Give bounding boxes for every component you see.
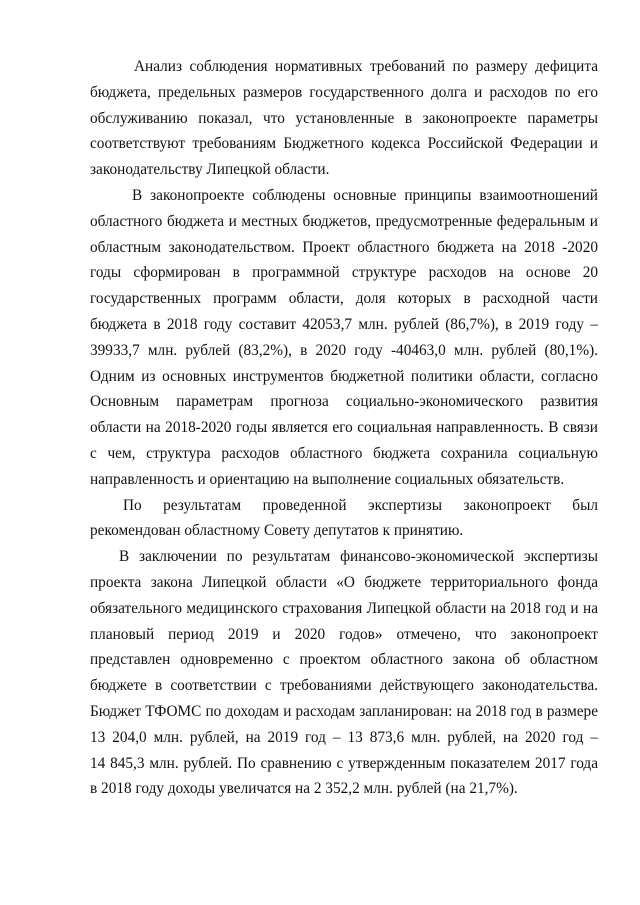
paragraph-tfoms-conclusion <box>90 544 598 802</box>
text-line: 13 204,0 млн. рублей, на 2019 год – 13 873,6 млн. рублей, на 2020 год – <box>90 728 598 746</box>
text-line: В заключении по результатам финансово-экономической экспертизы <box>119 548 598 566</box>
text-line: областного бюджета и местных бюджетов, предусмотренные федеральным и <box>90 212 598 230</box>
text-line: с чем, структура расходов областного бюджета сохранила социальную <box>90 444 598 462</box>
text-line: Основным параметрам прогноза социально-экономического развития <box>90 393 598 411</box>
text-line: области на 2018-2020 годы является его социальная направленность. В связи <box>90 419 598 437</box>
paragraph-expertise-result <box>90 493 598 545</box>
text-line: Анализ соблюдения нормативных требований по размеру дефицита <box>134 58 598 75</box>
text-line: бюджета в 2018 году составит 42053,7 млн. рублей (86,7%), в 2019 году – <box>90 315 598 333</box>
text-line: В законопроекте соблюдены основные принципы взаимоотношений <box>132 186 598 204</box>
text-line: 14 845,3 млн. рублей. По сравнению с утвержденным показателем 2017 года <box>90 754 598 772</box>
text-line: Бюджет ТФОМС по доходам и расходам запланирован: на 2018 год в размере <box>90 702 598 720</box>
text-line: представлен одновременно с проектом областного закона об областном <box>90 651 598 669</box>
text-line: 39933,7 млн. рублей (83,2%), в 2020 году -40463,0 млн. рублей (80,1%). <box>90 341 598 359</box>
text-line: обслуживанию показал, что установленные в законопроекте параметры <box>90 109 598 127</box>
text-line: плановый период 2019 и 2020 годов» отмечено, что законопроект <box>90 625 598 643</box>
text-line: областным законодательством. Проект областного бюджета на 2018 -2020 <box>90 238 598 256</box>
text-line: годы сформирован в программной структуре расходов на основе 20 <box>90 264 598 282</box>
text-line: обязательного медицинского страхования Липецкой области на 2018 год и на <box>90 599 598 617</box>
text-line: бюджета, предельных размеров государственного долга и расходов по его <box>90 83 598 101</box>
text-line: законодательству Липецкой области. <box>90 161 330 179</box>
text-line: Одним из основных инструментов бюджетной политики области, согласно <box>90 367 598 385</box>
paragraph-budget-principles <box>90 183 598 493</box>
paragraph-deficit-analysis <box>90 54 598 183</box>
text-line: По результатам проведенной экспертизы законопроект был <box>123 496 598 514</box>
document-page <box>90 54 598 802</box>
text-line: в 2018 году доходы увеличатся на 2 352,2 млн. рублей (на 21,7%). <box>90 780 518 798</box>
text-line: направленность и ориентацию на выполнение социальных обязательств. <box>90 470 565 488</box>
text-line: бюджете в соответствии с требованиями действующего законодательства. <box>90 677 598 695</box>
text-line: соответствуют требованиям Бюджетного кодекса Российской Федерации и <box>90 135 598 153</box>
text-line: рекомендован областному Совету депутатов к принятию. <box>90 522 464 540</box>
text-line: проекта закона Липецкой области «О бюджете территориального фонда <box>90 573 598 591</box>
text-line: государственных программ области, доля которых в расходной части <box>90 290 598 308</box>
